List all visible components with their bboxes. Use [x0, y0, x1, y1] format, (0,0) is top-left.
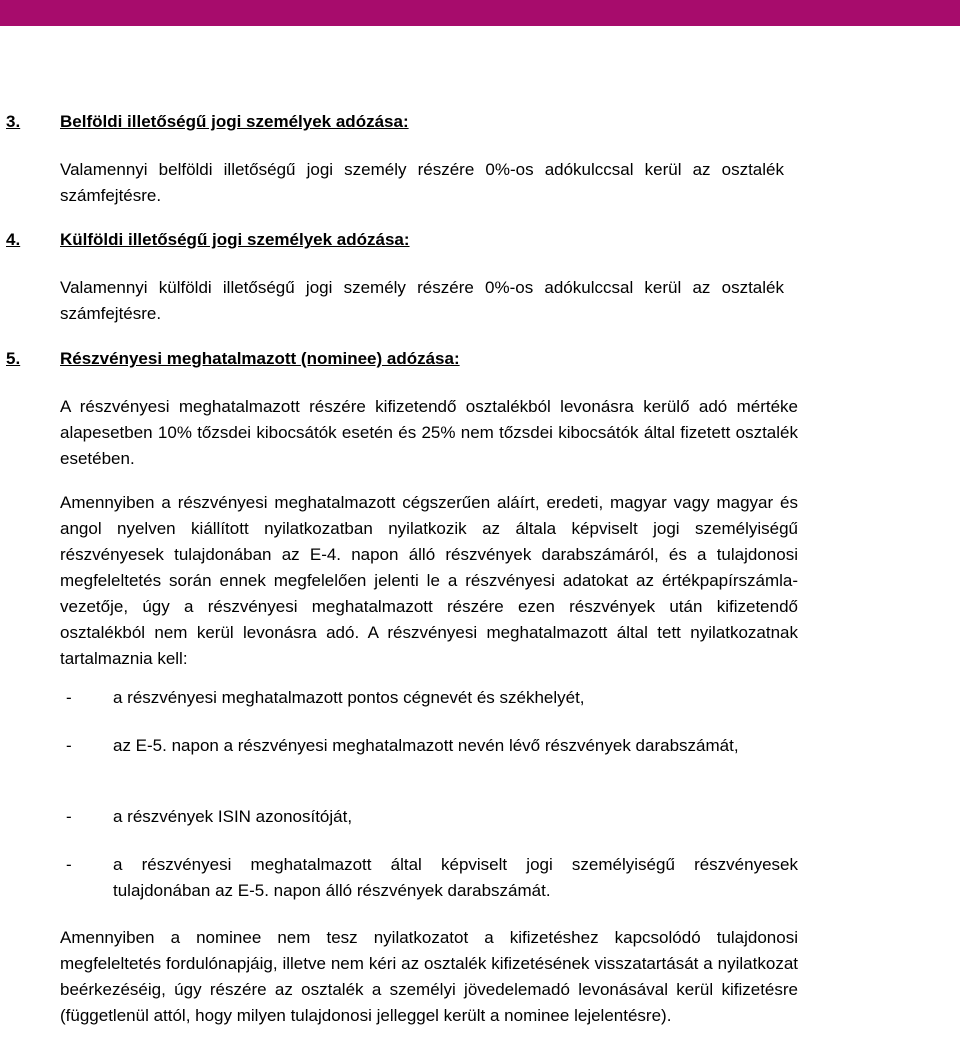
bullet-marker: - [66, 688, 72, 707]
section-5-paragraph-1: A részvényesi meghatalmazott részére kifizetendő osztalékból levonásra kerülő adó mértéke alapesetben 10% tőzsdei kibocsátók esetén és 25% nem tőzsdei kibocsátók által fizetett osztalék esetében. [60, 397, 798, 468]
section-5-paragraph-3: Amennyiben a nominee nem tesz nyilatkozatot a kifizetéshez kapcsolódó tulajdonosi megfeleltetés fordulónapjáig, illetve nem kéri az osztalék kifizetésének visszatartását a nyilatkozat beérkezéséig, úgy részére az osztalék a személyi jövedelemadó levonásával kerül kifizetésre (függetlenül attól, hogy milyen tulajdonosi jelleggel került a nominee lejelentésre). [60, 928, 798, 1025]
bullet-item: a részvényesi meghatalmazott pontos cégnevét és székhelyét, [113, 688, 585, 707]
section-3-heading [6, 112, 409, 132]
section-4-heading [6, 230, 410, 250]
section-5-number: 5. [6, 349, 21, 368]
bullet-item: az E-5. napon a részvényesi meghatalmazott nevén lévő részvények darabszámát, [113, 736, 739, 755]
section-3-number: 3. [6, 112, 21, 131]
section-3-title: Belföldi illetőségű jogi személyek adózása: [60, 112, 409, 131]
bullet-marker: - [66, 736, 72, 755]
bullet-item: a részvényesi meghatalmazott által képviselt jogi személyiségű részvényesek tulajdonában az E-5. napon álló részvények darabszámát. [113, 855, 798, 900]
header-color-bar [0, 0, 960, 26]
section-5-heading [6, 349, 460, 369]
section-5-paragraph-2: Amennyiben a részvényesi meghatalmazott cégszerűen aláírt, eredeti, magyar vagy magyar és angol nyelven kiállított nyilatkozatban nyilatkozik az általa képviselt jogi személyiségű részvényesek tulajdonában az E-4. napon álló részvények darabszámáról, és a tulajdonosi megfeleltetés során ennek megfelelően jelenti le a részvényesi adatokat az értékpapírszámla-vezetője, úgy a részvényesi meghatalmazott részére ezen részvények után kifizetendő osztalékból nem kerül levonásra adó. A részvényesi meghatalmazott által tett nyilatkozatnak tartalmaznia kell: [60, 493, 798, 668]
section-4-number: 4. [6, 230, 21, 249]
section-3-body: Valamennyi belföldi illetőségű jogi személy részére 0%-os adókulccsal kerül az osztalék számfejtésre. [60, 160, 784, 205]
bullet-marker: - [66, 855, 72, 874]
section-4-title: Külföldi illetőségű jogi személyek adózása: [60, 230, 410, 249]
section-5-title: Részvényesi meghatalmazott (nominee) adózása: [60, 349, 460, 368]
bullet-marker: - [66, 807, 72, 826]
bullet-item: a részvények ISIN azonosítóját, [113, 807, 353, 826]
section-4-body: Valamennyi külföldi illetőségű jogi személy részére 0%-os adókulccsal kerül az osztalék számfejtésre. [60, 278, 784, 323]
